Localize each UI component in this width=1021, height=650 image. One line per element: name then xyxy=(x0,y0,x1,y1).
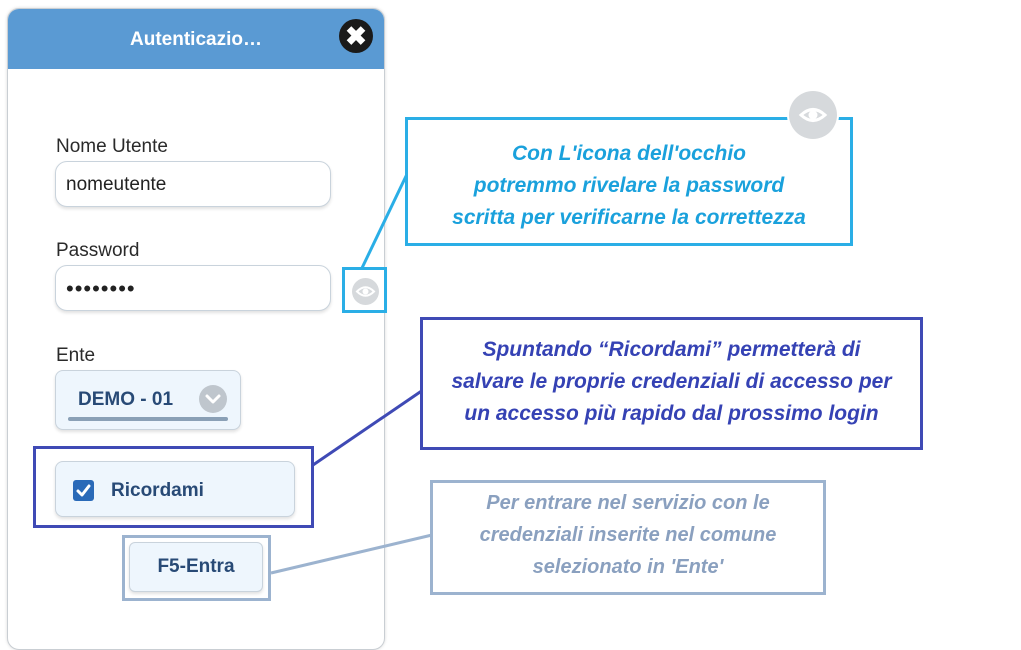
remember-connector xyxy=(313,390,423,465)
username-input[interactable]: nomeutente xyxy=(55,161,331,207)
dialog-title: Autenticazio… xyxy=(130,29,262,50)
enter-button[interactable]: F5-Entra xyxy=(129,542,263,592)
callout-remember-line: un accesso più rapido dal prossimo login xyxy=(464,402,879,425)
callout-eye-line: Con L'icona dell'occhio xyxy=(511,142,746,165)
callout-enter-line: credenziali inserite nel comune xyxy=(479,524,777,546)
ente-label: Ente xyxy=(56,345,96,366)
enter-connector xyxy=(271,535,432,573)
ente-selected-value: DEMO - 01 xyxy=(78,389,174,410)
callout-remember-line: salvare le proprie credenziali di accesso per xyxy=(451,370,892,393)
password-label: Password xyxy=(56,240,140,261)
close-icon: ✖ xyxy=(345,21,367,51)
callout-eye xyxy=(405,117,853,246)
eye-icon-large xyxy=(789,91,837,139)
callout-remember-line: Spuntando “Ricordami” permetterà di xyxy=(482,338,861,361)
username-label: Nome Utente xyxy=(56,136,168,157)
callout-enter xyxy=(430,480,826,595)
password-input[interactable]: •••••••• xyxy=(55,265,331,311)
callout-enter-line: Per entrare nel servizio con le xyxy=(486,492,770,514)
callout-eye-line: scritta per verificarne la correttezza xyxy=(452,206,806,229)
eye-connector xyxy=(362,172,408,268)
callout-enter-line: selezionato in 'Ente' xyxy=(532,556,724,578)
callout-eye-line: potremmo rivelare la password xyxy=(473,174,785,197)
callout-remember xyxy=(420,317,923,450)
remember-label: Ricordami xyxy=(111,480,204,501)
